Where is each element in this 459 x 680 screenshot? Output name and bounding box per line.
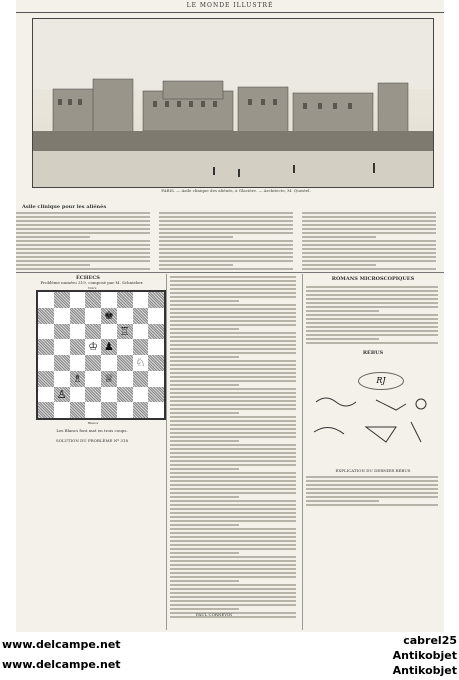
text-line-placeholder <box>170 340 296 342</box>
engraving-illustration <box>33 19 433 187</box>
text-line-placeholder <box>159 268 293 270</box>
text-line-placeholder <box>16 260 150 262</box>
board-square <box>101 292 117 308</box>
board-square <box>70 308 86 324</box>
board-square <box>133 371 149 387</box>
text-line-placeholder <box>306 286 438 288</box>
text-line-placeholder <box>170 460 296 462</box>
text-line-placeholder <box>170 536 296 538</box>
text-line-placeholder <box>170 464 296 466</box>
text-line-placeholder <box>159 260 293 262</box>
watermark-footer <box>0 634 459 680</box>
text-line-placeholder <box>170 384 239 386</box>
text-line-placeholder <box>302 228 436 230</box>
board-square <box>148 355 164 371</box>
board-square <box>38 292 54 308</box>
column-divider <box>166 274 167 630</box>
board-square <box>133 387 149 403</box>
seller-watermark: Antikobjet <box>392 649 457 662</box>
text-line-placeholder <box>16 268 150 270</box>
board-square <box>85 308 101 324</box>
board-square <box>148 339 164 355</box>
text-line-placeholder <box>170 516 296 518</box>
text-line-placeholder <box>170 448 296 450</box>
text-line-placeholder <box>170 356 239 358</box>
chess-solution-heading: SOLUTION DU PROBLÈME Nº 318 <box>55 438 129 443</box>
text-line-placeholder <box>170 544 296 546</box>
text-line-placeholder <box>302 212 436 214</box>
board-square <box>85 292 101 308</box>
board-square <box>117 387 133 403</box>
board-square <box>54 371 70 387</box>
text-line-placeholder <box>306 334 438 336</box>
board-square <box>38 355 54 371</box>
board-square <box>117 339 133 355</box>
text-line-placeholder <box>170 368 296 370</box>
text-line-placeholder <box>170 380 296 382</box>
text-line-placeholder <box>170 416 296 418</box>
text-line-placeholder <box>306 500 379 502</box>
board-square <box>133 324 149 340</box>
text-line-placeholder <box>170 388 296 390</box>
text-line-placeholder <box>302 268 436 270</box>
board-square <box>133 292 149 308</box>
chess-problem-title: Problème numéro 319, composé par M. Schnieber. <box>40 280 144 285</box>
article-columns <box>16 212 444 272</box>
text-line-placeholder <box>159 216 293 218</box>
board-square <box>54 339 70 355</box>
newspaper-page <box>16 0 444 632</box>
text-line-placeholder <box>170 512 296 514</box>
text-line-placeholder <box>302 248 436 250</box>
text-line-placeholder <box>170 428 296 430</box>
text-line-placeholder <box>16 236 90 238</box>
text-line-placeholder <box>159 236 233 238</box>
text-line-placeholder <box>170 604 296 606</box>
text-line-placeholder <box>170 300 239 302</box>
text-line-placeholder <box>302 224 436 226</box>
text-line-placeholder <box>306 342 438 344</box>
board-square <box>54 355 70 371</box>
text-line-placeholder <box>302 240 436 242</box>
text-line-placeholder <box>306 318 438 320</box>
text-line-placeholder <box>170 296 296 298</box>
rebus-solution-heading: EXPLICATION DU DERNIER RÉBUS <box>335 468 411 473</box>
board-square <box>148 402 164 418</box>
text-line-placeholder <box>170 284 296 286</box>
board-square <box>54 324 70 340</box>
text-line-placeholder <box>170 436 296 438</box>
text-line-placeholder <box>16 248 150 250</box>
rebus-solution-text <box>306 476 440 506</box>
board-square <box>38 402 54 418</box>
board-square <box>133 402 149 418</box>
text-line-placeholder <box>159 244 293 246</box>
text-line-placeholder <box>302 252 436 254</box>
text-line-placeholder <box>170 400 296 402</box>
text-line-placeholder <box>170 556 296 558</box>
board-square <box>117 355 133 371</box>
text-line-placeholder <box>159 248 293 250</box>
text-line-placeholder <box>170 608 239 610</box>
text-line-placeholder <box>170 432 296 434</box>
text-line-placeholder <box>159 240 293 242</box>
board-square <box>101 402 117 418</box>
text-line-placeholder <box>16 232 150 234</box>
text-line-placeholder <box>170 332 296 334</box>
signature: PAUL CORNEVIN <box>196 612 233 617</box>
text-line-placeholder <box>306 492 438 494</box>
text-line-placeholder <box>306 306 438 308</box>
text-line-placeholder <box>159 256 293 258</box>
text-line-placeholder <box>170 476 296 478</box>
text-line-placeholder <box>16 220 150 222</box>
text-line-placeholder <box>302 220 436 222</box>
text-line-placeholder <box>170 568 296 570</box>
text-line-placeholder <box>16 212 150 214</box>
text-line-placeholder <box>306 330 438 332</box>
text-line-placeholder <box>16 240 150 242</box>
left-heading: Asile clinique pour les aliénés <box>22 204 107 210</box>
chess-heading: ÉCHECS <box>76 275 100 281</box>
board-square <box>117 292 133 308</box>
board-square <box>101 387 117 403</box>
page-header <box>16 0 444 13</box>
text-line-placeholder <box>170 520 296 522</box>
text-line-placeholder <box>306 476 438 478</box>
board-square <box>101 355 117 371</box>
text-line-placeholder <box>170 504 296 506</box>
text-line-placeholder <box>306 504 438 506</box>
text-line-placeholder <box>170 360 296 362</box>
seller-watermark: cabrel25 <box>403 634 457 647</box>
board-square <box>148 308 164 324</box>
site-watermark: www.delcampe.net <box>2 658 121 671</box>
text-line-placeholder <box>170 280 296 282</box>
text-line-placeholder <box>16 224 150 226</box>
text-line-placeholder <box>170 528 296 530</box>
text-line-placeholder <box>170 612 296 614</box>
text-line-placeholder <box>16 216 150 218</box>
rebus-label: RJ <box>358 372 404 390</box>
chess-piece: ♚ <box>103 308 114 322</box>
text-line-placeholder <box>16 228 150 230</box>
right-heading: ROMANS MICROSCOPIQUES <box>331 276 415 282</box>
chess-piece: ♕ <box>103 371 114 385</box>
board-square <box>38 339 54 355</box>
text-line-placeholder <box>306 322 438 324</box>
board-square <box>85 402 101 418</box>
text-line-placeholder <box>170 508 296 510</box>
text-line-placeholder <box>170 328 239 330</box>
text-line-placeholder <box>170 552 239 554</box>
text-line-placeholder <box>170 276 296 278</box>
board-square <box>85 387 101 403</box>
section-divider <box>16 272 444 273</box>
text-line-placeholder <box>170 596 296 598</box>
board-square <box>148 292 164 308</box>
chess-piece: ♗ <box>72 371 83 385</box>
text-line-placeholder <box>170 348 296 350</box>
text-line-placeholder <box>170 408 296 410</box>
text-line-placeholder <box>170 492 296 494</box>
chess-white-label: Blancs <box>88 421 99 425</box>
text-line-placeholder <box>16 252 150 254</box>
rebus-heading: RÉBUS <box>362 350 384 356</box>
board-square <box>148 324 164 340</box>
text-line-placeholder <box>170 364 296 366</box>
text-line-placeholder <box>170 600 296 602</box>
board-square <box>70 387 86 403</box>
text-line-placeholder <box>170 540 296 542</box>
text-line-placeholder <box>302 236 376 238</box>
text-line-placeholder <box>170 532 296 534</box>
text-line-placeholder <box>170 484 296 486</box>
text-line-placeholder <box>170 444 296 446</box>
text-line-placeholder <box>170 456 296 458</box>
text-line-placeholder <box>170 292 296 294</box>
text-line-placeholder <box>306 488 438 490</box>
text-line-placeholder <box>170 452 296 454</box>
text-line-placeholder <box>302 260 436 262</box>
board-square <box>70 402 86 418</box>
text-line-placeholder <box>170 488 296 490</box>
text-line-placeholder <box>16 264 90 266</box>
text-line-placeholder <box>302 256 436 258</box>
text-line-placeholder <box>302 216 436 218</box>
text-line-placeholder <box>170 480 296 482</box>
board-square <box>85 324 101 340</box>
text-line-placeholder <box>170 588 296 590</box>
text-line-placeholder <box>170 396 296 398</box>
text-line-placeholder <box>170 312 296 314</box>
chess-board <box>36 290 166 420</box>
board-square <box>85 371 101 387</box>
chess-piece: ♖ <box>119 324 130 338</box>
board-square <box>148 387 164 403</box>
text-line-placeholder <box>170 580 239 582</box>
text-line-placeholder <box>159 232 293 234</box>
text-line-placeholder <box>170 320 296 322</box>
board-square <box>70 355 86 371</box>
text-line-placeholder <box>306 484 438 486</box>
board-square <box>117 402 133 418</box>
right-column-text <box>306 286 440 346</box>
text-line-placeholder <box>170 424 296 426</box>
text-line-placeholder <box>306 314 438 316</box>
text-line-placeholder <box>306 496 438 498</box>
text-line-placeholder <box>306 298 438 300</box>
text-line-placeholder <box>170 376 296 378</box>
text-line-placeholder <box>170 420 296 422</box>
text-line-placeholder <box>159 252 293 254</box>
text-line-placeholder <box>159 212 293 214</box>
text-line-placeholder <box>302 264 376 266</box>
board-square <box>101 324 117 340</box>
text-line-placeholder <box>306 338 379 340</box>
text-line-placeholder <box>306 294 438 296</box>
text-line-placeholder <box>170 572 296 574</box>
text-line-placeholder <box>170 472 296 474</box>
text-line-placeholder <box>159 220 293 222</box>
text-line-placeholder <box>170 592 296 594</box>
text-line-placeholder <box>170 412 239 414</box>
text-line-placeholder <box>170 560 296 562</box>
text-line-placeholder <box>170 576 296 578</box>
board-square <box>70 324 86 340</box>
text-line-placeholder <box>159 224 293 226</box>
text-line-placeholder <box>170 440 239 442</box>
text-line-placeholder <box>170 336 296 338</box>
text-line-placeholder <box>170 548 296 550</box>
board-square <box>38 387 54 403</box>
site-watermark: www.delcampe.net <box>2 638 121 651</box>
text-line-placeholder <box>170 496 239 498</box>
text-line-placeholder <box>170 564 296 566</box>
chess-piece: ♘ <box>135 356 146 369</box>
board-square <box>133 339 149 355</box>
text-line-placeholder <box>170 500 296 502</box>
board-square <box>54 402 70 418</box>
rebus-illustration <box>306 392 440 462</box>
board-square <box>38 308 54 324</box>
board-square <box>38 371 54 387</box>
text-line-placeholder <box>170 308 296 310</box>
text-line-placeholder <box>170 344 296 346</box>
text-line-placeholder <box>306 302 438 304</box>
chess-piece: ♟ <box>103 340 114 354</box>
text-line-placeholder <box>170 584 296 586</box>
board-square <box>117 308 133 324</box>
text-line-placeholder <box>170 616 296 618</box>
text-line-placeholder <box>159 264 233 266</box>
text-line-placeholder <box>306 326 438 328</box>
board-square <box>85 355 101 371</box>
text-line-placeholder <box>302 232 436 234</box>
text-line-placeholder <box>170 468 239 470</box>
board-square <box>54 292 70 308</box>
text-line-placeholder <box>302 244 436 246</box>
text-line-placeholder <box>170 324 296 326</box>
text-line-placeholder <box>306 310 379 312</box>
text-line-placeholder <box>306 480 438 482</box>
chess-black-label: Noirs <box>88 286 97 290</box>
text-line-placeholder <box>16 256 150 258</box>
board-square <box>38 324 54 340</box>
board-square <box>148 371 164 387</box>
text-line-placeholder <box>170 288 296 290</box>
text-line-placeholder <box>16 244 150 246</box>
text-line-placeholder <box>170 304 296 306</box>
asylum-engraving <box>32 18 434 188</box>
masthead-title: LE MONDE ILLUSTRÉ <box>186 2 274 9</box>
chess-piece: ♙ <box>56 387 67 401</box>
text-line-placeholder <box>170 372 296 374</box>
chess-caption: Les Blancs font mat en trois coups. <box>56 428 128 433</box>
seller-watermark: Antikobjet <box>392 664 457 677</box>
text-line-placeholder <box>170 404 296 406</box>
text-line-placeholder <box>170 352 296 354</box>
board-square <box>70 292 86 308</box>
text-line-placeholder <box>159 228 293 230</box>
board-square <box>133 308 149 324</box>
middle-column-text <box>170 276 298 630</box>
text-line-placeholder <box>170 392 296 394</box>
text-line-placeholder <box>170 524 239 526</box>
board-square <box>117 371 133 387</box>
chess-piece: ♔ <box>88 340 99 354</box>
text-line-placeholder <box>306 290 438 292</box>
column-divider <box>302 274 303 630</box>
text-line-placeholder <box>170 316 296 318</box>
engraving-caption: PARIS. — Asile clinique des aliénés, à Glacière. — Architecte, M. Questel. <box>161 188 311 193</box>
board-square <box>70 339 86 355</box>
board-square <box>54 308 70 324</box>
